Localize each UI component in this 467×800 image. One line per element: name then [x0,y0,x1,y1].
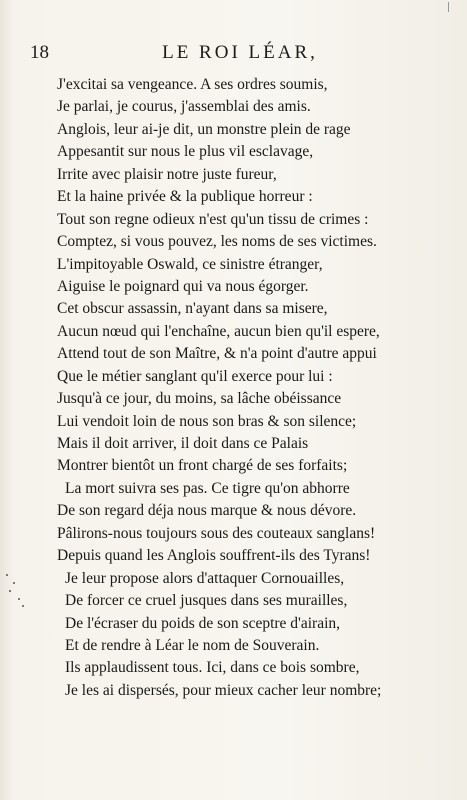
verse-line: J'excitai sa vengeance. A ses ordres soumis, [57,76,328,93]
verse-line: Comptez, si vous pouvez, les noms de ses victimes. [57,233,377,251]
verse-line: Que le métier sanglant qu'il exerce pour lui : [57,367,333,385]
verse-line: Mais il doit arriver, il doit dans ce Palais [57,435,309,452]
verse-line: Lui vendoit loin de nous son bras & son silence; [57,412,357,430]
verse-line: Montrer bientôt un front chargé de ses forfaits; [57,457,348,475]
verse-block [57,74,457,702]
verse-line: Je parlai, je courus, j'assemblai des amis. [57,98,311,116]
verse-line: Tout son regne odieux n'est qu'un tissu de crimes : [57,210,369,228]
verse-line: Aiguise le poignard qui va nous égorger. [57,277,309,295]
verse-line: Pâlirons-nous toujours sous des couteaux sanglans! [57,524,376,542]
ink-speck [13,582,15,584]
verse-line: Anglois, leur ai-je dit, un monstre plein de rage [57,120,351,138]
verse-line: Et de rendre à Léar le nom de Souverain. [65,636,320,654]
verse-line: Cet obscur assassin, n'ayant dans sa misere, [57,300,328,318]
verse-line: La mort suivra ses pas. Ce tigre qu'on abhorre [65,479,350,497]
ink-speck [22,605,24,607]
verse-line: Depuis quand les Anglois souffrent-ils des Tyrans! [57,547,371,565]
verse-line: Je leur propose alors d'attaquer Cornouailles, [65,569,345,587]
verse-line: Aucun nœud qui l'enchaîne, aucun bien qu'il espere, [57,322,380,340]
ink-speck [6,574,8,576]
verse-line: Et la haine privée & la publique horreur : [57,188,313,206]
verse-line: L'impitoyable Oswald, ce sinistre étranger, [57,255,323,273]
margin-specks [4,570,28,610]
verse-line: Jusqu'à ce jour, du moins, sa lâche obéissance [57,390,342,408]
verse-line: De l'écraser du poids de son sceptre d'airain, [65,614,341,632]
verse-line: Ils applaudissent tous. Ici, dans ce bois sombre, [65,659,360,677]
verse-line: Irrite avec plaisir notre juste fureur, [57,165,277,183]
page-number: 18 [30,42,49,63]
verse-line: Attend tout de son Maître, & n'a point d'autre appui [57,345,377,363]
ink-speck [18,598,20,600]
ink-speck [9,590,11,592]
verse-line: De son regard déja nous marque & nous dévore. [57,502,357,520]
verse-line: De forcer ce cruel jusques dans ses murailles, [65,592,348,610]
running-title: LE ROI LÉAR, [162,42,318,63]
page-header [0,42,467,68]
verse-line: Je les ai dispersés, pour mieux cacher leur nombre; [65,681,382,699]
page-corner-mark [448,2,457,12]
verse-line: Appesantit sur nous le plus vil esclavage, [57,143,314,161]
